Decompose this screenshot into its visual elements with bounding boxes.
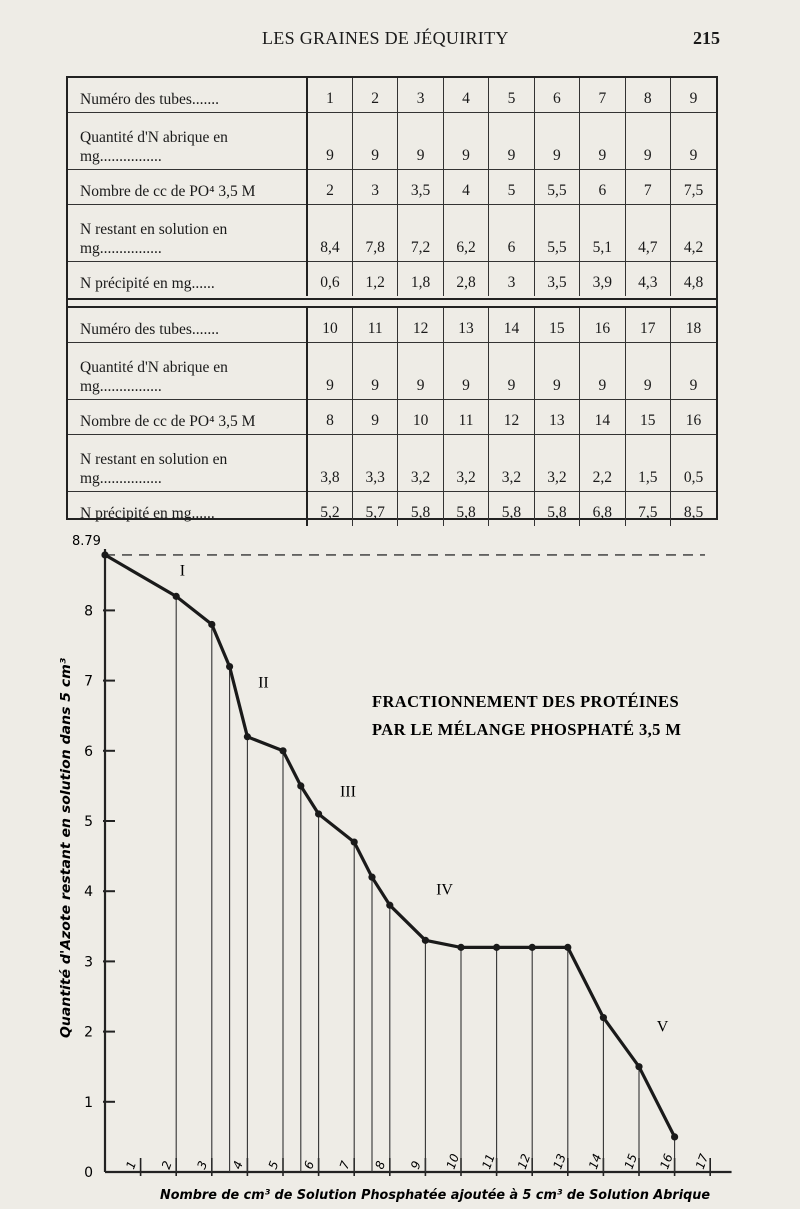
chart-vertical-lines <box>176 596 674 1172</box>
x-tick-label: 14 <box>586 1151 605 1172</box>
data-point <box>564 944 571 951</box>
table-cell: 4,2 <box>671 205 717 262</box>
x-tick-label: 8 <box>372 1159 389 1172</box>
y-tick-label: 6 <box>84 743 93 760</box>
data-tables <box>66 76 718 520</box>
table-cell: 5,8 <box>534 492 579 527</box>
chart-axes <box>103 549 732 1176</box>
phosphate-volume-row <box>68 170 716 205</box>
table-cell: 8 <box>625 78 670 113</box>
table-cell: 16 <box>580 308 625 343</box>
x-tick-label: 2 <box>158 1159 175 1172</box>
nitrogen-quantity-row <box>68 113 716 170</box>
table-cell: 10 <box>398 400 443 435</box>
x-tick-label: 1 <box>123 1159 140 1172</box>
table-cell: 1 <box>307 78 352 113</box>
table-cell: 3 <box>489 262 534 297</box>
table-cell: 7,8 <box>352 205 397 262</box>
x-axis-label: Nombre de cm³ de Solution Phosphatée ajoutée à 5 cm³ de Solution Abrique <box>160 1188 711 1203</box>
table-cell: 7 <box>625 170 670 205</box>
table-cell: 12 <box>489 400 534 435</box>
table-cell: 7,5 <box>671 170 717 205</box>
table-cell: 6 <box>580 170 625 205</box>
data-point <box>279 747 286 754</box>
x-tick-label: 11 <box>479 1151 498 1172</box>
table-tubes-1-9 <box>68 78 716 296</box>
table-cell: 2,2 <box>580 435 625 492</box>
table-cell: 0,6 <box>307 262 352 297</box>
table-cell: 9 <box>580 113 625 170</box>
table-cell: 3,5 <box>534 262 579 297</box>
table-cell: 9 <box>534 343 579 400</box>
nitrogen-remaining-row <box>68 205 716 262</box>
table-cell: 5 <box>489 170 534 205</box>
table-cell: 3 <box>352 170 397 205</box>
table-cell: 9 <box>352 113 397 170</box>
table-cell: 5,8 <box>443 492 488 527</box>
table-separator <box>68 298 716 308</box>
table-tubes-10-18 <box>68 308 716 526</box>
chart-labels <box>59 534 711 1203</box>
x-tick-label: 5 <box>265 1159 282 1172</box>
x-tick-label: 4 <box>230 1159 246 1172</box>
table-cell: 9 <box>352 343 397 400</box>
nitrogen-remaining-row <box>68 435 716 492</box>
table-cell: 15 <box>534 308 579 343</box>
table-cell: 9 <box>352 400 397 435</box>
table-cell: 2,8 <box>443 262 488 297</box>
table-cell: 5,1 <box>580 205 625 262</box>
table-cell: 9 <box>534 113 579 170</box>
table-cell: 6 <box>489 205 534 262</box>
table-cell: 5 <box>489 78 534 113</box>
x-tick-label: 3 <box>194 1159 211 1172</box>
table-cell: 3,3 <box>352 435 397 492</box>
table-cell: 12 <box>398 308 443 343</box>
tube-number-row <box>68 308 716 343</box>
table-cell: 11 <box>352 308 397 343</box>
chart-title-line: FRACTIONNEMENT DES PROTÉINES <box>372 692 680 711</box>
table-cell: 15 <box>625 400 670 435</box>
table-cell: 13 <box>443 308 488 343</box>
table-cell: 7,5 <box>625 492 670 527</box>
table-cell: 1,2 <box>352 262 397 297</box>
row-label: Numéro des tubes....... <box>68 308 307 343</box>
table-cell: 10 <box>307 308 352 343</box>
table-cell: 5,7 <box>352 492 397 527</box>
table-cell: 3,9 <box>580 262 625 297</box>
row-label: N précipité en mg...... <box>68 262 307 297</box>
table-cell: 3 <box>398 78 443 113</box>
table-cell: 3,8 <box>307 435 352 492</box>
x-tick-label: 6 <box>301 1159 318 1172</box>
data-point <box>386 902 393 909</box>
data-point <box>422 937 429 944</box>
table-cell: 1,8 <box>398 262 443 297</box>
data-point <box>671 1133 678 1140</box>
page-header <box>0 28 800 54</box>
table-cell: 9 <box>625 343 670 400</box>
y-tick-label: 4 <box>84 884 93 901</box>
table-cell: 14 <box>580 400 625 435</box>
table-cell: 4,8 <box>683 274 704 291</box>
table-cell: 5,2 <box>307 492 352 527</box>
table-cell: 3,2 <box>534 435 579 492</box>
table-cell: 11 <box>443 400 488 435</box>
table-cell: 4 <box>443 78 488 113</box>
data-point <box>600 1014 607 1021</box>
y-tick-label: 2 <box>84 1024 93 1041</box>
x-tick-label: 16 <box>657 1151 676 1172</box>
running-title: LES GRAINES DE JÉQUIRITY <box>262 28 509 48</box>
table-cell: 9 <box>625 113 670 170</box>
table-cell: 9 <box>489 113 534 170</box>
table-cell: 5,5 <box>534 170 579 205</box>
data-point <box>173 593 180 600</box>
y-tick-label: 3 <box>84 954 93 971</box>
phosphate-volume-row <box>68 400 716 435</box>
table-cell: 9 <box>398 113 443 170</box>
x-tick-label: 7 <box>336 1159 353 1172</box>
table-cell: 14 <box>489 308 534 343</box>
table-cell: 13 <box>534 400 579 435</box>
tube-number-row <box>68 78 716 113</box>
table-cell: 5,5 <box>534 205 579 262</box>
data-point <box>351 838 358 845</box>
y-tick-label: 0 <box>84 1165 93 1181</box>
table-cell: 4,7 <box>625 205 670 262</box>
table-cell: 9 <box>580 343 625 400</box>
fraction-label: IV <box>436 881 453 899</box>
y-tick-label: 7 <box>84 673 93 690</box>
x-tick-label: 12 <box>514 1151 534 1172</box>
table-cell: 3,5 <box>398 170 443 205</box>
y-tick-label: 8 <box>84 603 93 620</box>
table-cell: 2 <box>352 78 397 113</box>
table-cell: 4 <box>443 170 488 205</box>
data-point <box>529 944 536 951</box>
table-cell: 18 <box>671 308 717 343</box>
table-cell: 9 <box>307 343 352 400</box>
data-point <box>315 810 322 817</box>
data-point <box>244 733 251 740</box>
table-cell: 6,8 <box>580 492 625 527</box>
x-tick-label: 9 <box>408 1159 424 1172</box>
data-point <box>226 663 233 670</box>
protein-fractionation-chart <box>0 530 800 1209</box>
fraction-label: I <box>179 562 186 580</box>
reference-value-label: 8.79 <box>72 533 101 549</box>
table-cell: 3,2 <box>489 435 534 492</box>
row-label: Quantité d'N abrique en mg................ <box>68 343 307 400</box>
table-cell: 9 <box>398 343 443 400</box>
chart-title-line: PAR LE MÉLANGE PHOSPHATÉ 3,5 M <box>372 720 682 739</box>
row-label: Quantité d'N abrique en mg................ <box>68 113 307 170</box>
table-cell: 9 <box>307 113 352 170</box>
table-cell: 7,2 <box>398 205 443 262</box>
table-cell: 8,4 <box>307 205 352 262</box>
fraction-label: III <box>339 783 356 801</box>
data-point <box>101 551 108 558</box>
table-cell: 7 <box>580 78 625 113</box>
fraction-label: II <box>258 674 269 692</box>
data-point <box>493 944 500 951</box>
nitrogen-precipitated-row <box>68 262 716 297</box>
table-cell: 3,2 <box>398 435 443 492</box>
y-tick-label: 5 <box>84 814 93 830</box>
table-cell: 8,5 <box>683 504 704 521</box>
table-cell: 9 <box>671 113 717 170</box>
row-label: N restant en solution en mg................ <box>68 435 307 492</box>
data-point <box>635 1063 642 1070</box>
data-point <box>297 782 304 789</box>
x-tick-label: 15 <box>621 1151 641 1172</box>
row-label: Nombre de cc de PO⁴ 3,5 M <box>68 170 307 205</box>
table-cell: 2 <box>307 170 352 205</box>
fraction-label: V <box>656 1018 669 1036</box>
table-cell: 16 <box>671 400 717 435</box>
table-cell: 5,8 <box>489 492 534 527</box>
row-label: Nombre de cc de PO⁴ 3,5 M <box>68 400 307 435</box>
table-cell: 1,5 <box>625 435 670 492</box>
nitrogen-precipitated-row <box>68 492 716 527</box>
table-cell: 9 <box>443 343 488 400</box>
table-cell: 6,2 <box>443 205 488 262</box>
data-point <box>368 874 375 881</box>
x-tick-label: 13 <box>550 1151 569 1172</box>
page-number: 215 <box>693 28 720 48</box>
x-tick-label: 10 <box>443 1151 463 1172</box>
table-cell: 9 <box>671 78 717 113</box>
row-label: Numéro des tubes....... <box>68 78 307 113</box>
table-cell: 6 <box>534 78 579 113</box>
table-cell: 8 <box>307 400 352 435</box>
nitrogen-quantity-row <box>68 343 716 400</box>
y-axis-label: Quantité d'Azote restant en solution dans 5 cm³ <box>59 685 74 1038</box>
y-tick-label: 1 <box>84 1094 93 1111</box>
table-cell: 4,3 <box>625 262 670 297</box>
data-point <box>457 944 464 951</box>
x-tick-label: 17 <box>692 1151 712 1172</box>
data-point <box>208 621 215 628</box>
table-cell: 9 <box>671 343 717 400</box>
table-cell: 9 <box>443 113 488 170</box>
row-label: N restant en solution en mg................ <box>68 205 307 262</box>
table-cell: 3,2 <box>443 435 488 492</box>
table-cell: 17 <box>625 308 670 343</box>
table-cell: 9 <box>489 343 534 400</box>
table-cell: 0,5 <box>671 435 717 492</box>
row-label: N précipité en mg...... <box>68 492 307 527</box>
table-cell: 5,8 <box>398 492 443 527</box>
